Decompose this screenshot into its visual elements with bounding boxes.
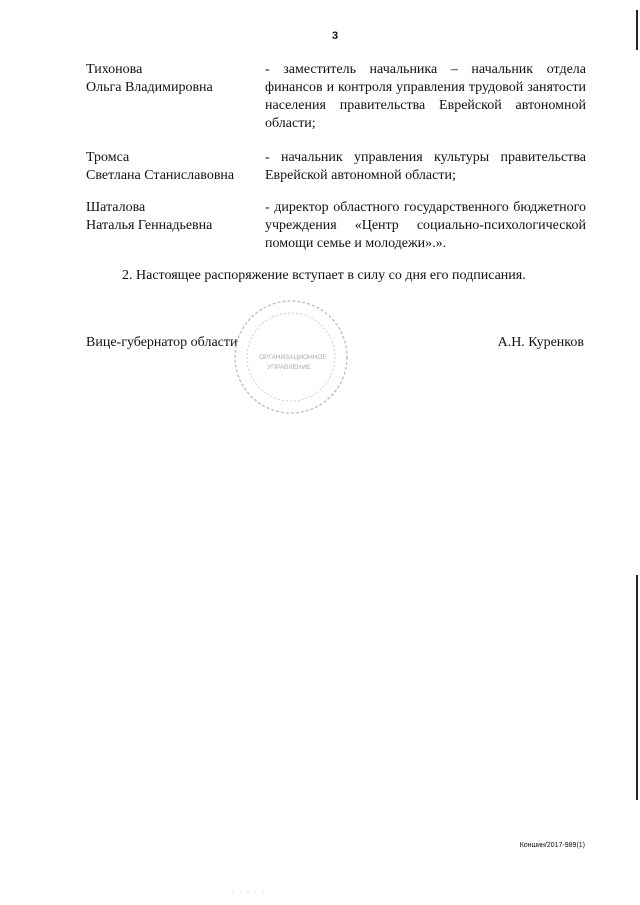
- member-name: [86, 61, 256, 97]
- document-code: Коншин/2017-989(1): [519, 842, 585, 849]
- signatory-name: А.Н. Куренков: [497, 335, 584, 350]
- page-number: 3: [331, 30, 339, 42]
- member-surname: Шаталова: [86, 200, 146, 215]
- scan-edge-mark: [636, 575, 638, 800]
- member-name: [86, 199, 256, 235]
- member-role: - начальник управления культуры правительства Еврейской автономной области;: [265, 150, 586, 183]
- scan-noise: · · · · ·: [232, 890, 266, 896]
- member-given-name: Светлана Станиславовна: [86, 168, 235, 183]
- member-name: [86, 149, 256, 185]
- member-role: - директор областного государственного бюджетного учреждения «Центр социально-психологической помощи семье и молодежи».».: [265, 200, 586, 251]
- stamp-text-line-2: УПРАВЛЕНИЕ: [267, 364, 311, 371]
- member-given-name: Наталья Геннадьевна: [86, 218, 213, 233]
- member-given-name: Ольга Владимировна: [86, 80, 213, 95]
- member-surname: Тихонова: [86, 62, 143, 77]
- member-surname: Тромса: [86, 150, 130, 165]
- official-stamp: [229, 297, 359, 415]
- item-2-effective-date: 2. Настоящее распоряжение вступает в силу со дня его подписания.: [122, 268, 526, 283]
- scan-edge-mark: [636, 10, 638, 50]
- member-role: - заместитель начальника – начальник отдела финансов и контроля управления трудовой занятости населения правительства Еврейской автономной области;: [265, 62, 586, 131]
- stamp-text-line-1: ОРГАНИЗАЦИОННОЕ: [259, 354, 327, 361]
- signatory-position: Вице-губернатор области: [86, 335, 238, 350]
